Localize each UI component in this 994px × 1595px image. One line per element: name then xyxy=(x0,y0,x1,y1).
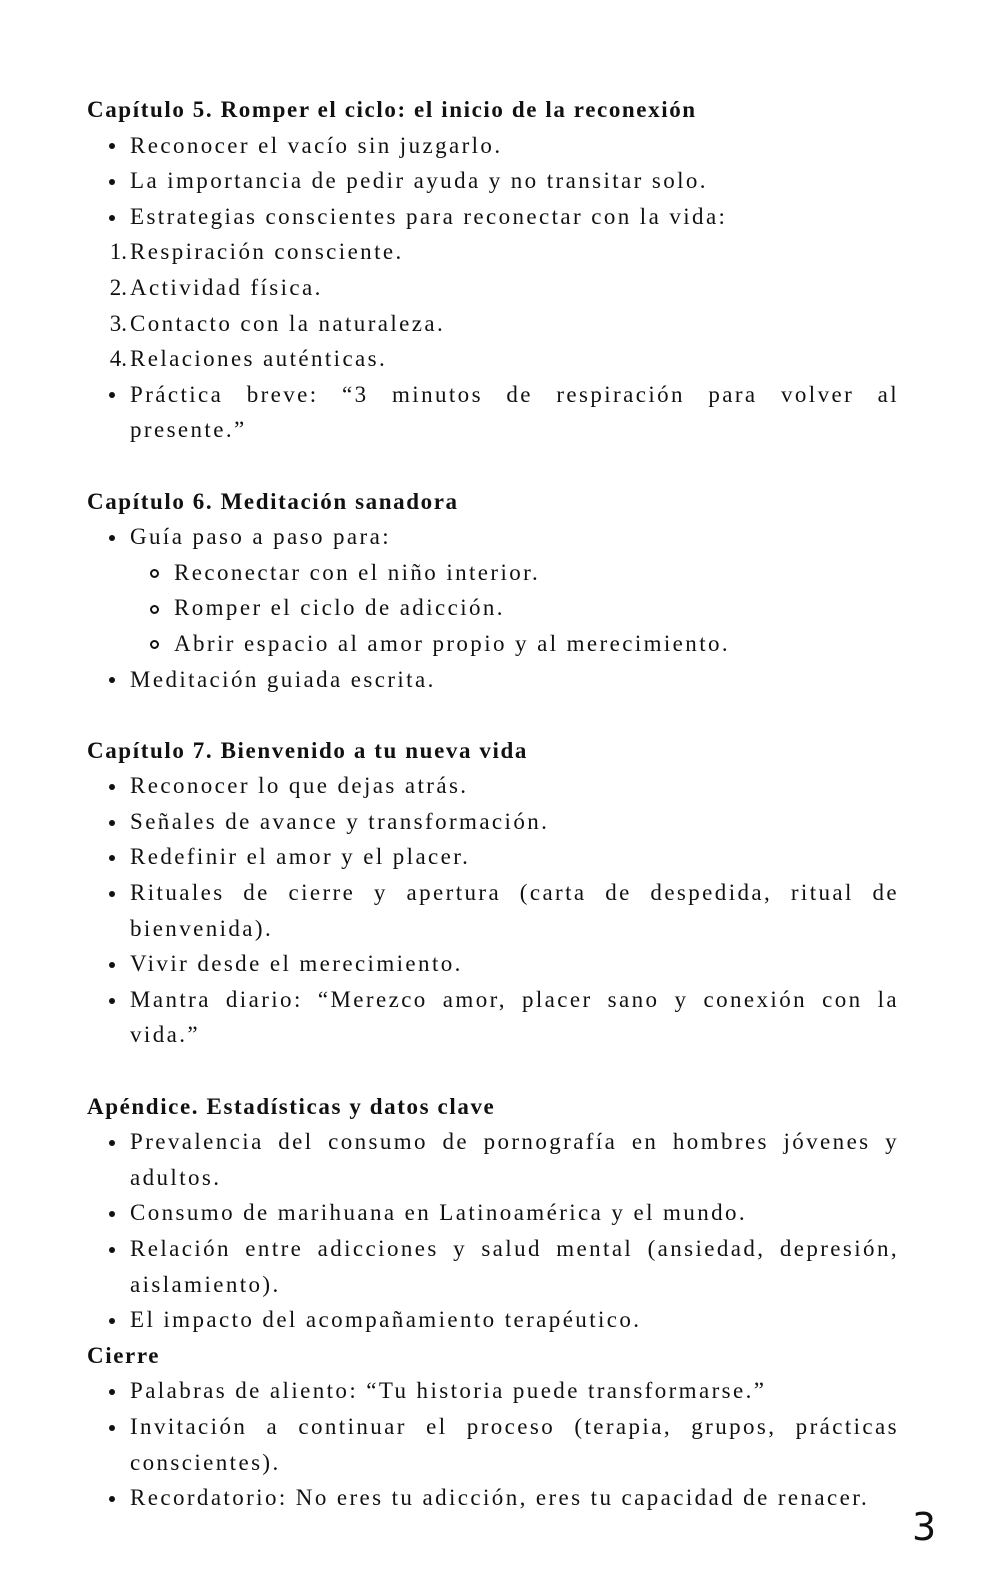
list-item xyxy=(87,662,899,698)
list-item xyxy=(87,768,899,804)
item-text: Prevalencia del consumo de pornografía en hombres jóvenes y adultos. xyxy=(130,1129,899,1190)
item-text: Actividad física. xyxy=(130,274,323,300)
item-text: Romper el ciclo de adicción. xyxy=(174,595,505,621)
item-text: Consumo de marihuana en Latinoamérica y el mundo. xyxy=(130,1200,748,1226)
item-text: Reconocer el vacío sin juzgarlo. xyxy=(130,132,503,158)
list-item xyxy=(87,1195,899,1231)
list-item xyxy=(87,946,899,982)
bullet-icon xyxy=(101,804,123,840)
list-item xyxy=(87,128,899,164)
bullet-icon xyxy=(101,519,123,555)
bullet-icon xyxy=(101,1124,123,1160)
bullet-icon xyxy=(101,128,123,164)
list-number: 3. xyxy=(109,310,127,336)
item-text: Redefinir el amor y el placer. xyxy=(130,844,471,870)
section-heading: Cierre xyxy=(87,1342,161,1368)
item-text: Rituales de cierre y apertura (carta de despedida, ritual de bienvenida). xyxy=(130,880,899,941)
item-text: Mantra diario: “Merezco amor, placer sano y conexión con la vida.” xyxy=(130,986,899,1048)
item-text: Estrategias conscientes para reconectar con la vida: xyxy=(130,203,728,229)
circle-bullet-icon xyxy=(143,555,165,591)
list-item xyxy=(87,804,899,840)
list-item xyxy=(87,1302,899,1338)
bullet-icon xyxy=(101,1302,123,1338)
section xyxy=(87,92,899,448)
item-text: Señales de avance y transformación. xyxy=(130,808,550,834)
item-text: Recordatorio: No eres tu adicción, eres tu capacidad de renacer. xyxy=(130,1485,870,1511)
item-text: Abrir espacio al amor propio y al merecimiento. xyxy=(174,630,731,656)
bullet-icon xyxy=(101,1373,123,1409)
bullet-icon xyxy=(101,1195,123,1231)
bullet-icon xyxy=(101,163,123,199)
list-item xyxy=(87,875,899,946)
item-text: Reconocer lo que dejas atrás. xyxy=(130,773,469,799)
sub-list-item xyxy=(87,555,899,591)
item-text: El impacto del acompañamiento terapéutico. xyxy=(130,1307,642,1333)
section xyxy=(87,1338,899,1516)
section-heading: Capítulo 6. Meditación sanadora xyxy=(87,488,459,514)
sub-list-item xyxy=(87,626,899,662)
list-number: 2. xyxy=(109,274,127,300)
bullet-icon xyxy=(101,839,123,875)
bullet-icon xyxy=(101,768,123,804)
item-text: Meditación guiada escrita. xyxy=(130,666,436,692)
section xyxy=(87,733,899,1053)
bullet-icon xyxy=(101,946,123,982)
bullet-icon xyxy=(101,1231,123,1267)
bullet-icon xyxy=(101,982,123,1018)
list-item xyxy=(87,199,899,235)
item-text: Vivir desde el merecimiento. xyxy=(130,951,463,977)
circle-bullet-icon xyxy=(143,590,165,626)
list-item xyxy=(87,519,899,555)
item-text: Guía paso a paso para: xyxy=(130,524,392,550)
section-heading: Capítulo 7. Bienvenido a tu nueva vida xyxy=(87,737,529,763)
list-item xyxy=(87,1409,899,1480)
list-number: 1. xyxy=(109,239,127,265)
item-text: Práctica breve: “3 minutos de respiración para volver al presente.” xyxy=(130,381,899,443)
item-text: Relación entre adicciones y salud mental (ansiedad, depresión, aislamiento). xyxy=(130,1236,899,1297)
list-item xyxy=(87,1480,899,1516)
bullet-icon xyxy=(101,662,123,698)
bullet-icon xyxy=(101,1480,123,1516)
page-number: 3 xyxy=(912,1505,937,1549)
section-heading: Apéndice. Estadísticas y datos clave xyxy=(87,1093,496,1119)
list-item xyxy=(87,1124,899,1195)
item-text: Contacto con la naturaleza. xyxy=(130,310,446,336)
sub-list-item xyxy=(87,590,899,626)
list-item xyxy=(87,163,899,199)
section xyxy=(87,484,899,698)
item-text: Relaciones auténticas. xyxy=(130,346,388,372)
section-heading: Capítulo 5. Romper el ciclo: el inicio de la reconexión xyxy=(87,97,697,122)
numbered-item xyxy=(87,270,899,306)
list-item xyxy=(87,1373,899,1409)
circle-bullet-icon xyxy=(143,626,165,662)
bullet-icon xyxy=(101,199,123,235)
numbered-item xyxy=(87,306,899,342)
numbered-item xyxy=(87,341,899,377)
item-text: Invitación a continuar el proceso (terapia, grupos, prácticas conscientes). xyxy=(130,1413,899,1475)
section xyxy=(87,1089,899,1338)
bullet-icon xyxy=(101,875,123,911)
item-text: Respiración consciente. xyxy=(130,239,404,265)
numbered-item xyxy=(87,234,899,270)
list-item xyxy=(87,982,899,1053)
list-item xyxy=(87,1231,899,1302)
item-text: Palabras de aliento: “Tu historia puede transformarse.” xyxy=(130,1378,767,1404)
list-number: 4. xyxy=(109,346,127,372)
item-text: La importancia de pedir ayuda y no transitar solo. xyxy=(130,168,708,194)
item-text: Reconectar con el niño interior. xyxy=(174,559,541,585)
list-item xyxy=(87,839,899,875)
bullet-icon xyxy=(101,377,123,413)
bullet-icon xyxy=(101,1409,123,1445)
list-item xyxy=(87,377,899,448)
document-body xyxy=(87,92,899,1516)
